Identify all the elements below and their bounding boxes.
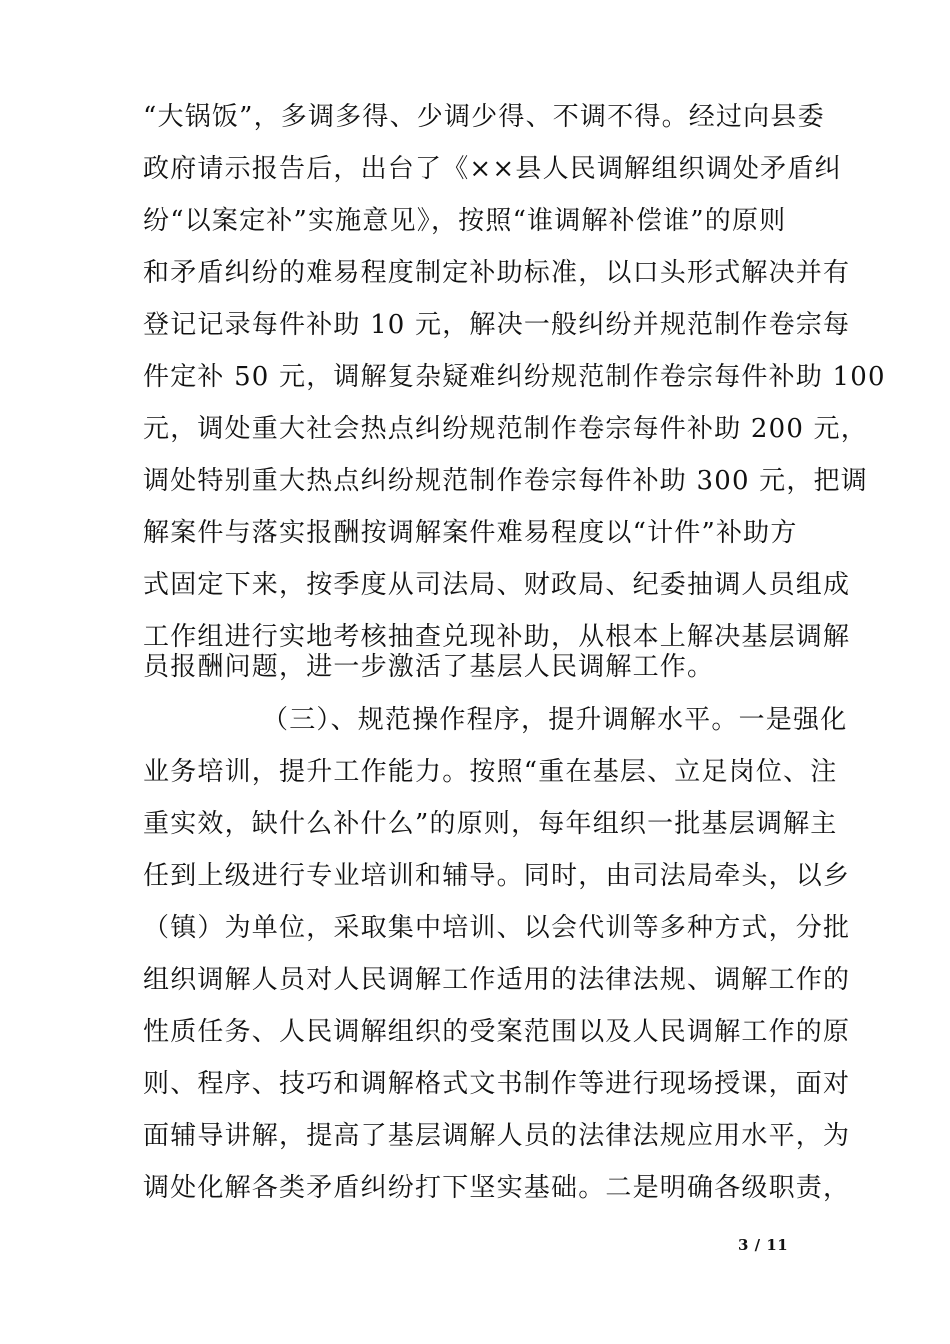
- text-line: 登记记录每件补助 10 元，解决一般纠纷并规范制作卷宗每: [143, 310, 851, 340]
- section-heading-line: （三）、规范操作程序，提升调解水平。一是强化: [262, 705, 848, 735]
- text-line: 工作组进行实地考核抽查兑现补助，从根本上解决基层调解: [143, 622, 851, 652]
- text-line: 式固定下来，按季度从司法局、财政局、纪委抽调人员组成: [143, 570, 851, 600]
- text-line: 政府请示报告后，出台了《××县人民调解组织调处矛盾纠: [143, 154, 842, 184]
- text-line: 业务培训，提升工作能力。按照“重在基层、立足岗位、注: [143, 757, 838, 787]
- text-line: 重实效，缺什么补什么”的原则，每年组织一批基层调解主: [143, 809, 838, 839]
- text-line: 解案件与落实报酬按调解案件难易程度以“计件”补助方: [143, 518, 798, 548]
- text-line: 性质任务、人民调解组织的受案范围以及人民调解工作的原: [143, 1017, 851, 1047]
- text-line: “大锅饭”，多调多得、少调少得、不调不得。经过向县委: [143, 102, 825, 132]
- text-line: 元，调处重大社会热点纠纷规范制作卷宗每件补助 200 元，: [143, 414, 868, 444]
- text-line: 面辅导讲解，提高了基层调解人员的法律法规应用水平，为: [143, 1121, 851, 1151]
- text-line: 和矛盾纠纷的难易程度制定补助标准，以口头形式解决并有: [143, 258, 851, 288]
- text-line: 则、程序、技巧和调解格式文书制作等进行现场授课，面对: [143, 1069, 851, 1099]
- text-line: 调处特别重大热点纠纷规范制作卷宗每件补助 300 元，把调: [143, 466, 868, 496]
- text-line: 员报酬问题，进一步激活了基层人民调解工作。: [143, 652, 715, 682]
- text-line: 件定补 50 元，调解复杂疑难纠纷规范制作卷宗每件补助 100: [143, 362, 886, 392]
- text-line: （镇）为单位，采取集中培训、以会代训等多种方式，分批: [143, 913, 851, 943]
- text-line: 纷“以案定补”实施意见》，按照“谁调解补偿谁”的原则: [143, 206, 787, 236]
- text-line: 任到上级进行专业培训和辅导。同时，由司法局牵头，以乡: [143, 861, 851, 891]
- text-line: 调处化解各类矛盾纠纷打下坚实基础。二是明确各级职责，: [143, 1173, 851, 1203]
- page-number: 3 / 11: [738, 1236, 789, 1254]
- text-line: 组织调解人员对人民调解工作适用的法律法规、调解工作的: [143, 965, 851, 995]
